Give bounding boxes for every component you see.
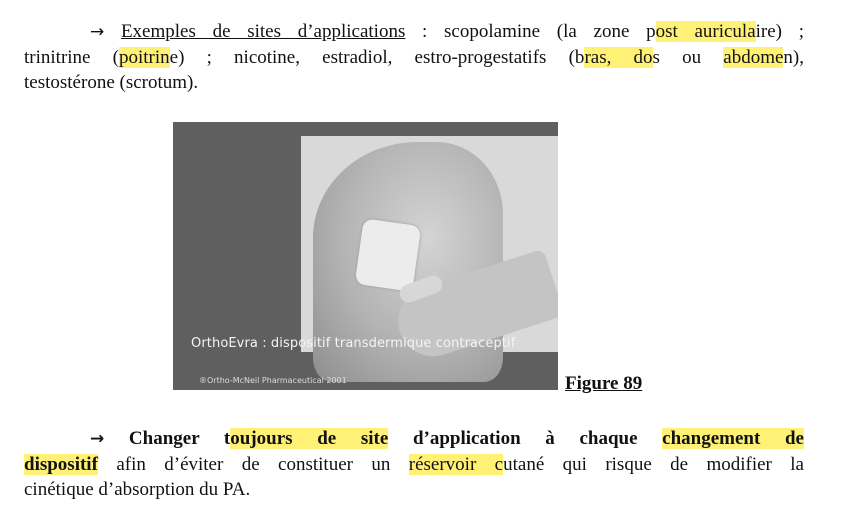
paragraph-line	[24, 426, 804, 452]
paragraph-line: cinétique d’absorption du PA.	[24, 479, 251, 500]
text-run: s ou	[652, 47, 724, 68]
highlighted-text: ost auricula	[655, 21, 756, 42]
paragraph-line	[24, 19, 804, 45]
text-run: utané qui risque de modifier la	[503, 454, 804, 475]
arrow-icon: →	[90, 22, 105, 42]
paragraph-line: testostérone (scrotum).	[24, 72, 199, 93]
paragraph-application-sites	[24, 19, 804, 95]
heading-colon: :	[405, 21, 428, 42]
arrow-icon: →	[90, 429, 105, 449]
figure-caption: OrthoEvra : dispositif transdermique contraceptif	[191, 336, 516, 351]
highlighted-text: abdome	[723, 47, 784, 68]
transdermal-patch	[355, 218, 422, 291]
text-run: n),	[783, 47, 804, 68]
text-run: e) ; nicotine, estradiol, estro-progestatifs (b	[169, 47, 585, 68]
section-heading: Exemples de sites d’applications	[120, 21, 406, 42]
paragraph-line	[24, 45, 804, 70]
text-run: Changer t	[104, 428, 231, 449]
highlighted-text: changement de	[662, 428, 804, 449]
paragraph-line	[24, 452, 804, 477]
text-run: scopolamine (la zone p	[427, 21, 656, 42]
text-run: afin d’éviter de constituer un	[97, 454, 409, 475]
text-run: trinitrine (	[24, 47, 119, 68]
text-run: ire) ;	[755, 21, 804, 42]
text-run: d’application à chaque	[388, 428, 663, 449]
highlighted-text: oujours de site	[230, 428, 389, 449]
highlighted-text: réservoir c	[408, 454, 504, 475]
highlighted-text: ras, do	[584, 47, 653, 68]
highlighted-text: poitrin	[118, 47, 170, 68]
figure-label: Figure 89	[565, 373, 643, 394]
figure-photo	[173, 122, 558, 390]
highlighted-text: dispositif	[24, 454, 98, 475]
figure-copyright: ®Ortho-McNeil Pharmaceutical 2001	[199, 376, 347, 385]
paragraph-change-site	[24, 426, 804, 502]
